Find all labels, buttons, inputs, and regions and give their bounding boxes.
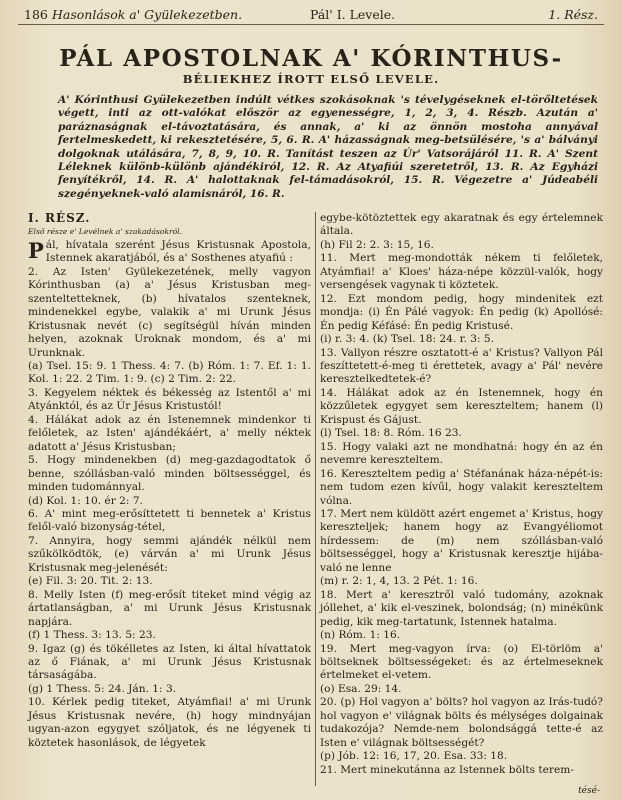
verse: 20. (p) Hol vagyon a' bölts? hol vagyon az Irás-tudó? hol vagyon e' világnak bölts és mélységes dolgainak tudakozója? Nemde-nem bolondsággá tette-é az Isten e' világnak böltsességét? xyxy=(320,696,603,749)
verse: 14. Hálákat adok az én Istenemnek, hogy én közzűletek egygyet sem kereszteltem; hanem (l) Krispust és Gájust. xyxy=(320,386,603,426)
catchword: tésé- xyxy=(578,786,600,796)
footnote-ref: (l) Tsel. 18: 8. Róm. 16 23. xyxy=(320,427,462,440)
footnote-ref: (f) 1 Thess. 3: 13. 5: 23. xyxy=(28,629,156,642)
left-column xyxy=(28,212,311,750)
verse: 21. Mert minekutánna az Istennek bölts terem- xyxy=(320,763,574,776)
footnote-ref: (e) Fil. 3: 20. Tit. 2: 13. xyxy=(28,575,153,588)
chapter-lead: Első része e' Levélnek a' szakadásokról. xyxy=(28,227,183,237)
footnote-ref: (m) r. 2: 1, 4, 13. 2 Pét. 1: 16. xyxy=(320,575,478,588)
page-subtitle: BÉLIEKHEZ ÍROTT ELSŐ LEVELE. xyxy=(182,72,440,86)
verse: 19. Mert meg-vagyon írva: (o) El-törlöm a' böltseknek böltsességeket: és az értelmeseknek értelmeket el-vetem. xyxy=(320,642,603,682)
right-column xyxy=(320,212,603,777)
verse: 5. Hogy mindenekben (d) meg-gazdagodtatok ő benne, szóllásban-való minden böltsességgel, és minden tudománnyal. xyxy=(28,454,311,494)
footnote-ref: (n) Róm. 1: 16. xyxy=(320,629,401,642)
column-divider xyxy=(315,212,316,786)
verse: 15. Hogy valaki azt ne mondhatná: hogy én az én nevemre kereszteltem. xyxy=(320,440,603,467)
verse: 6. A' mint meg-erősíttetett ti bennetek a' Kristus felől-való bizonyság-tétel, xyxy=(28,507,311,534)
verse: 17. Mert nem küldött azért engemet a' Kristus, hogy kereszteljek; hanem hogy az Evangyéliomot hírdessem: de (m) nem szóllásban-való böltsességgel, hogy a' Kristusnak keresztje hijába-való ne lenne xyxy=(320,507,603,574)
verse: 8. Melly Isten (f) meg-erősít titeket mind végig az ártatlanságban, a' mi Urunk Jésus Kristusnak napjára. xyxy=(28,588,311,628)
page-title: PÁL APOSTOLNAK A' KÓRINTHUS- xyxy=(59,45,563,72)
verse: 16. Kereszteltem pedig a' Stéfanának háza-népét-is: nem tudom ezen kívűl, hogy valakit kereszteltem vólna. xyxy=(320,467,603,507)
verse: 13. Vallyon részre osztatott-é a' Kristus? Vallyon Pál feszíttetett-é-meg ti érettetek, avagy a' Pál' nevére keresztelkedtetek-é? xyxy=(320,346,603,386)
header-left-title: Hasonlások a' Gyülekezetben. xyxy=(52,7,243,22)
footnote-ref: (d) Kol. 1: 10. ér 2: 7. xyxy=(28,494,143,507)
verse: 7. Annyira, hogy semmi ajándék nélkül nem szűkölködtök, (e) várván a' mi Urunk Jésus Kristusnak meg-jelenését: xyxy=(28,534,311,574)
verse-1: Pál, hívatala szerént Jésus Kristusnak Apostola, Istennek akaratjából, és a' Sosthenes atyafiú : xyxy=(28,237,311,265)
footnote-ref: (i) r. 3: 4. (k) Tsel. 18: 24. r. 3: 5. xyxy=(320,333,495,346)
footnote-ref: (p) Jób. 12: 16, 17, 20. Esa. 33: 18. xyxy=(320,750,508,763)
book-summary: A' Kórinthusi Gyülekezetben indúlt vétkes szokásoknak 's tévelygéseknek el-törőltetések végett, inti az ott-valókat először az egyenességre, 1, 2, 3, 4. Részb. Azután a' paráznaságnak el-távoztatására, és annak, a' ki az önnön mostoha annyával fertelmeskedett, ki rekesztetésére, 5, 6. R. A' házasságnak meg-betsülésére, 's a' bálványi dolgoknak utálására, 7, 8, 9, 10. R. Tanítást teszen az Úr' Vatsorájáról 11. R. A' Szent Léleknek különb-különb ajándékiról, 12. R. Az Atyafiúi szeretetről, 13. R. Az Egyházi fenyítékről, 14. R. A' halottaknak fel-támadásokról, 15. R. Végezetre a' Júdeabéli szegényeknek-való alamisnáról, 16. R. xyxy=(58,94,598,200)
running-header xyxy=(18,4,604,25)
verse: 18. Mert a' keresztről való tudomány, azoknak jóllehet, a' kik el-veszinek, bolondság; (n) minékünk pedig, kik meg-tartatunk, Istennek hatalma. xyxy=(320,588,603,628)
verse: 10. Kérlek pedig titeket, Atyámfiai! a' mi Urunk Jésus Kristusnak nevére, (h) hogy mindnyájan ugyan-azon egygyet szóljatok, és ne légyenek ti köztetek hasonlások, de légyetek xyxy=(28,696,311,749)
drop-cap: P xyxy=(28,237,44,263)
verse: 9. Igaz (g) és tökélletes az Isten, ki által hívattatok az ő Fiának, a' mi Urunk Jésus Kristusnak társaságába. xyxy=(28,642,311,682)
verse: egybe-kötöztettek egy akaratnak és egy értelemnek általa. xyxy=(320,212,603,238)
verse: 2. Az Isten' Gyülekezetének, melly vagyon Kórinthusban (a) a' Jésus Kristusban meg-szenteltetteknek, (b) hívatalos szenteknek, mindenekkel egybe, valakik a' mi Urunk Jésus Kristusnak nevét (c) segítségül híván minden helyen, azoknak Uroknak mondom, és a' mi Urunknak. xyxy=(28,265,311,359)
footnote-ref: (o) Esa. 29: 14. xyxy=(320,682,402,695)
header-center-title: Pál' I. Levele. xyxy=(310,7,396,22)
verse: 3. Kegyelem néktek és békesség az Istentől a' mi Atyánktól, és az Úr Jésus Kristustól! xyxy=(28,386,311,413)
footnote-ref: (a) Tsel. 15: 9. 1 Thess. 4: 7. (b) Róm. 1: 7. Ef. 1: 1. Kol. 1: 22. 2 Tim. 1: 9. (c) 2 Tim. 2: 22. xyxy=(28,359,311,386)
verse: 4. Hálákat adok az én Istenemnek mindenkor ti felőletek, az Isten' ajándékáért, a' melly néktek adatott a' Jésus Kristusban; xyxy=(28,413,311,453)
header-chapter: 1. Rész. xyxy=(548,7,598,22)
page-number: 186 xyxy=(24,7,48,22)
footnote-ref: (h) Fil 2: 2. 3: 15, 16. xyxy=(320,238,434,251)
footnote-ref: (g) 1 Thess. 5: 24. Ján. 1: 3. xyxy=(28,682,177,695)
verse: 12. Ezt mondom pedig, hogy mindenitek ezt mondja: (i) Én Pálé vagyok: Én pedig (k) Apollósé: Én pedig Kéfásé: Én pedig Kristusé. xyxy=(320,292,603,332)
verse: 11. Mert meg-mondották nékem ti felőletek, Atyámfiai! a' Kloes' háza-népe közzül-valók, hogy versengések vagynak ti köztetek. xyxy=(320,252,603,292)
chapter-heading: I. RÉSZ. xyxy=(28,211,91,225)
